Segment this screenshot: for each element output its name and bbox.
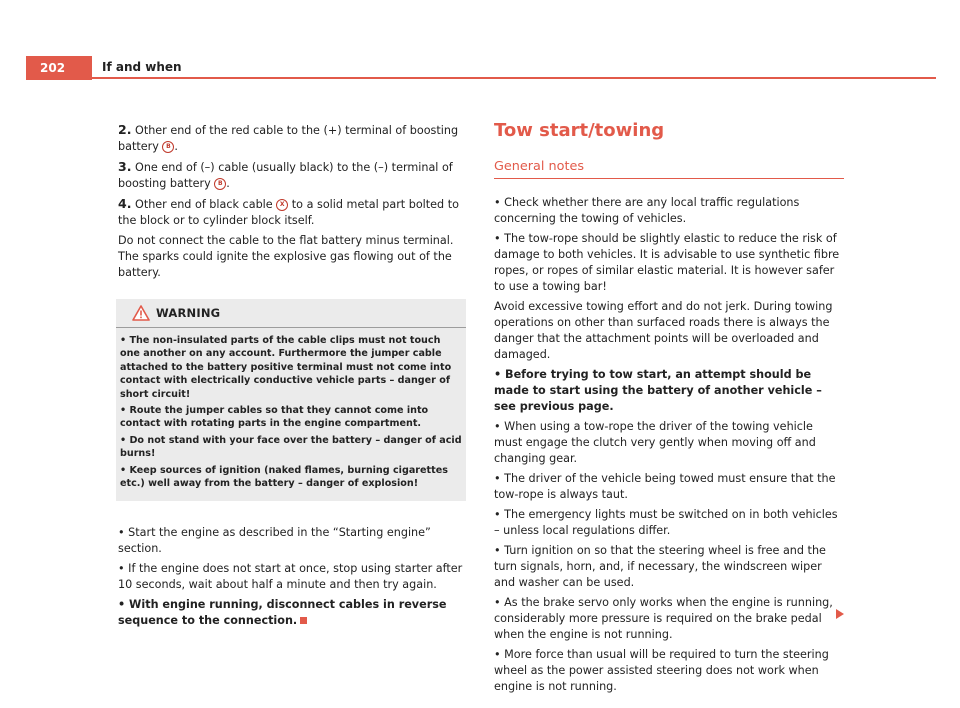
callout-b-badge: B <box>214 178 226 190</box>
page-number: 202 <box>26 56 92 80</box>
warning-triangle-icon <box>132 305 150 321</box>
paragraph: • The emergency lights must be switched on in both vehicles – unless local regulations differ. <box>494 508 838 537</box>
warning-item: • The non-insulated parts of the cable clips must not touch one another on any account. Furthermore the jumper cable attached to the battery positive terminal must not come into contact with electrically conductive vehicle parts – danger of short circuit! <box>120 335 452 400</box>
callout-x-badge: X <box>276 199 288 211</box>
warning-item: • Do not stand with your face over the battery – danger of acid burns! <box>120 434 462 460</box>
warning-body <box>116 328 466 501</box>
subsection-title: General notes <box>494 159 584 174</box>
step-3: 3. One end of (–) cable (usually black) to the (–) terminal of boosting battery B . <box>118 159 453 190</box>
paragraph: • When using a tow-rope the driver of the towing vehicle must engage the clutch very gently when moving off and changing gear. <box>494 420 816 465</box>
header-rule <box>92 77 936 79</box>
continue-arrow-icon <box>835 608 845 620</box>
warning-label: WARNING <box>156 306 221 320</box>
paragraph: • The driver of the vehicle being towed must ensure that the tow-rope is always taut. <box>494 472 836 501</box>
warning-header <box>116 299 466 328</box>
paragraph: Avoid excessive towing effort and do not jerk. During towing operations on other than surfaced roads there is always the danger that the attachment points will be overloaded and damaged. <box>494 300 833 361</box>
paragraph: • Turn ignition on so that the steering wheel is free and the turn signals, horn, and, if necessary, the windscreen wiper and washer can be used. <box>494 544 826 589</box>
section-title: Tow start/towing <box>494 120 665 141</box>
note-paragraph: Do not connect the cable to the flat battery minus terminal. The sparks could ignite the explosive gas flowing out of the battery. <box>118 234 454 279</box>
bullet-start-engine: • Start the engine as described in the “Starting engine” section. <box>118 526 431 556</box>
paragraph: • The tow-rope should be slightly elastic to reduce the risk of damage to both vehicles. It is advisable to use synthetic fibre ropes, or ropes of similar elastic material. It is however safer to use a towing bar! <box>494 232 840 293</box>
subsection-rule <box>494 178 844 179</box>
paragraph: • Check whether there are any local traffic regulations concerning the towing of vehicles. <box>494 196 800 225</box>
bullet-retry: • If the engine does not start at once, stop using starter after 10 seconds, wait about half a minute and then try again. <box>118 562 463 592</box>
paragraph-bold: • Before trying to tow start, an attempt should be made to start using the battery of another vehicle – see previous page. <box>494 368 822 413</box>
bullet-disconnect: • With engine running, disconnect cables in reverse sequence to the connection. <box>118 598 447 628</box>
right-column <box>494 120 844 699</box>
step-2: 2. Other end of the red cable to the (+) terminal of boosting battery B . <box>118 122 459 153</box>
step-4: 4. Other end of black cable X to a solid metal part bolted to the block or to cylinder block itself. <box>118 196 459 227</box>
paragraph: • More force than usual will be required to turn the steering wheel as the power assisted steering does not work when engine is not running. <box>494 648 829 693</box>
warning-item: • Route the jumper cables so that they cannot come into contact with rotating parts in the engine compartment. <box>120 405 429 430</box>
page-header-title: If and when <box>102 60 182 74</box>
left-column <box>118 122 468 633</box>
callout-b-badge: B <box>162 141 174 153</box>
warning-item: • Keep sources of ignition (naked flames, burning cigarettes etc.) well away from the battery – danger of explosion! <box>120 464 448 490</box>
paragraph: • As the brake servo only works when the engine is running, considerably more pressure is required on the brake pedal when the engine is not running. <box>494 596 833 641</box>
warning-box <box>116 299 466 501</box>
end-of-section-icon <box>300 617 307 624</box>
